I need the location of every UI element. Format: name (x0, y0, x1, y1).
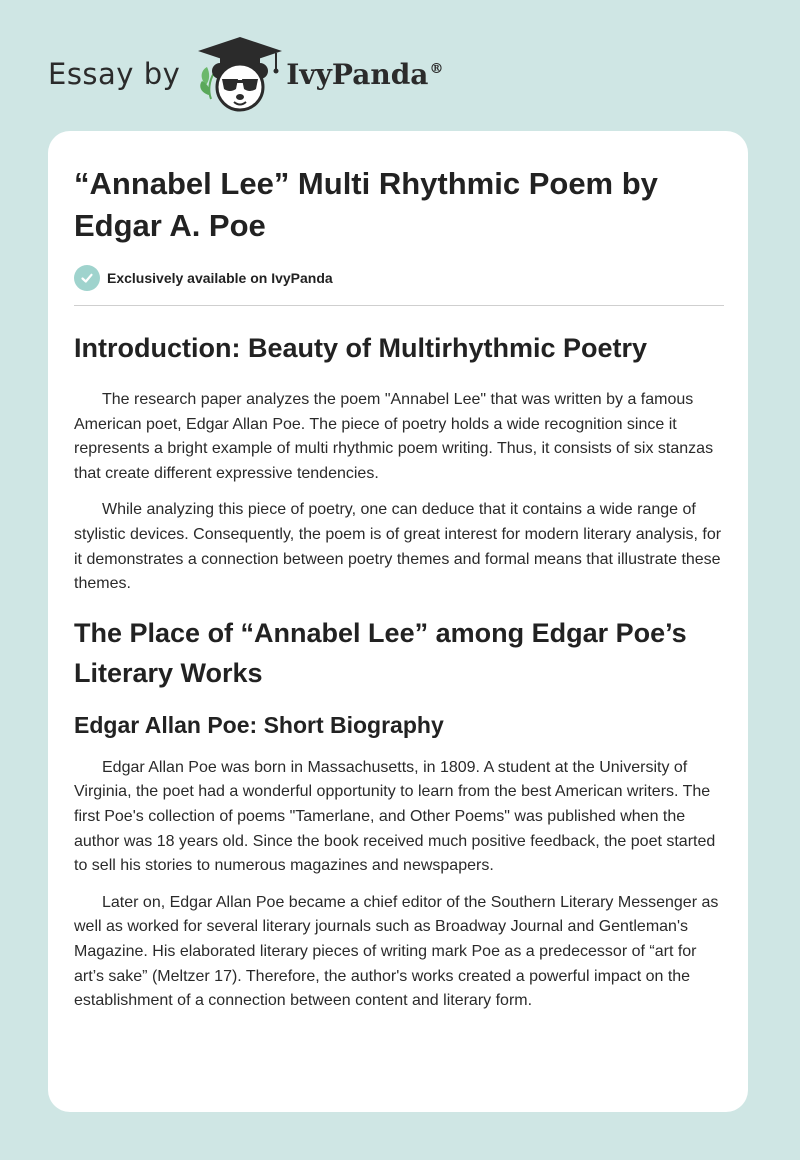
essay-card (48, 131, 748, 1112)
check-icon (74, 265, 100, 291)
section-heading-introduction: Introduction: Beauty of Multirhythmic Poetry (74, 333, 648, 363)
paragraph: Later on, Edgar Allan Poe became a chief editor of the Southern Literary Messenger as well as worked for several literary journals such as Broadway Journal and Gentleman's Magazine. His elaborated literary pieces of writing mark Poe as a predecessor of “art for art’s sake” (Meltzer 17). Therefore, the author's works created a powerful impact on the establishment of a connection between content and literary form. (74, 893, 719, 1010)
essay-title: “Annabel Lee” Multi Rhythmic Poem by Edgar A. Poe (74, 166, 658, 243)
section-heading-place: The Place of “Annabel Lee” among Edgar Poe’s Literary Works (74, 617, 687, 688)
badge-text: Exclusively available on IvyPanda (107, 270, 333, 286)
subsection-heading-biography: Edgar Allan Poe: Short Biography (74, 711, 444, 738)
paragraph: Edgar Allan Poe was born in Massachusetts, in 1809. A student at the University of Virginia, the poet had a wonderful opportunity to learn from the best American writers. The first Poe's collection of poems "Tamerlane, and Other Poems" was published when the author was 18 years old. Since the book received much positive feedback, the poet started to sell his stories to numerous magazines and newspapers. (74, 758, 716, 875)
brand-name[interactable]: IvyPanda® (286, 57, 444, 91)
paragraph: The research paper analyzes the poem "Annabel Lee" that was written by a famous American poet, Edgar Allan Poe. The piece of poetry holds a wide recognition since it represents a bright example of multi rhythmic poem writing. Thus, it consists of six stanzas that create different expressive tendencies. (74, 391, 714, 482)
brand-prefix: Essay by (48, 57, 181, 91)
panda-logo-icon[interactable] (196, 35, 284, 113)
registered-mark: ® (429, 61, 444, 78)
essay-content (74, 163, 724, 1014)
site-header (48, 34, 443, 114)
divider (74, 305, 724, 306)
exclusive-badge (74, 264, 724, 292)
paragraph: While analyzing this piece of poetry, one can deduce that it contains a wide range of stylistic devices. Consequently, the poem is of great interest for modern literary analysis, for it demonstrates a connection between poetry themes and formal means that illustrate these themes. (74, 501, 722, 593)
